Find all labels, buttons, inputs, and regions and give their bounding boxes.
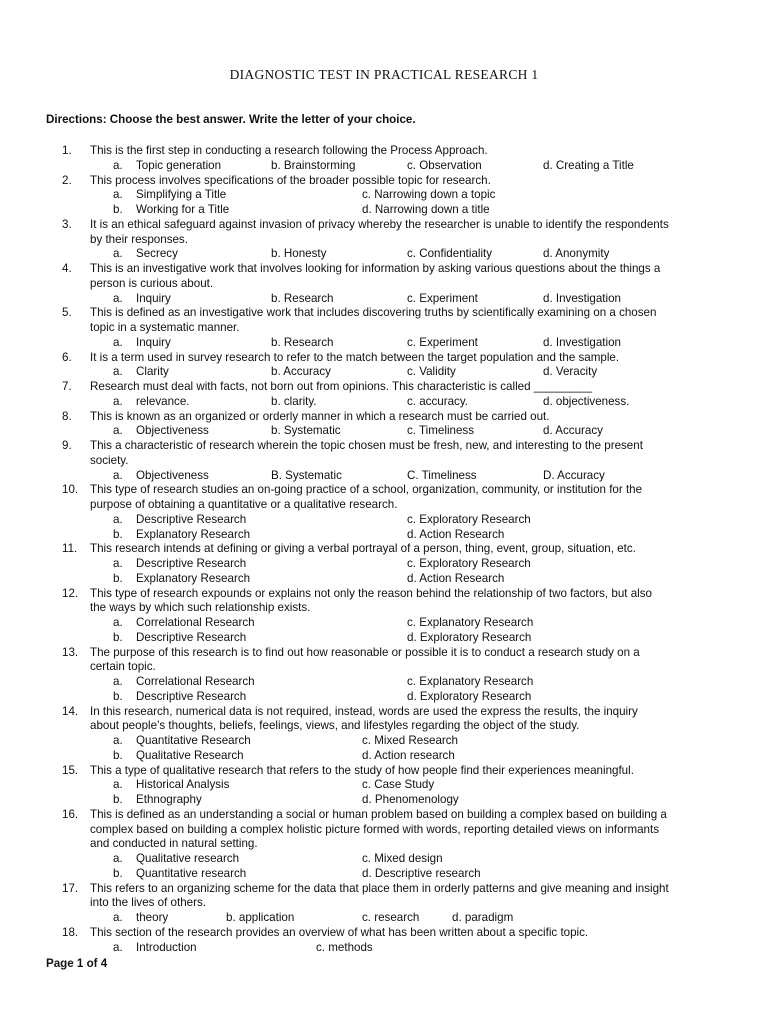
option-text: c. methods [316, 940, 373, 954]
option-letter: a. [113, 468, 123, 482]
option-text: b. Systematic [271, 424, 341, 438]
question-text: and conducted in natural setting. [90, 837, 258, 851]
question-number: 9. [62, 439, 72, 452]
option-row [0, 941, 768, 956]
question-item [0, 174, 768, 218]
question-item [0, 262, 768, 306]
question-line [0, 705, 768, 720]
question-text: This is the first step in conducting a research following the Process Approach. [90, 144, 488, 157]
option-text: d. Exploratory Research [407, 689, 532, 703]
question-line [0, 498, 768, 513]
option-row [0, 365, 768, 380]
option-text: Correlational Research [136, 616, 255, 629]
option-text: c. Experiment [407, 335, 478, 349]
question-text: In this research, numerical data is not required, instead, words are used the express the results, the inquiry [90, 704, 638, 718]
option-text: Clarity [136, 365, 169, 379]
option-text: Working for a Title [136, 203, 230, 216]
option-text: Descriptive Research [136, 630, 247, 644]
option-row [0, 734, 768, 749]
option-row [0, 793, 768, 808]
question-line [0, 174, 768, 189]
option-text: Inquiry [136, 291, 171, 305]
question-text: This a characteristic of research wherein the topic chosen must be fresh, new, and interesting to the present [90, 439, 643, 452]
question-item [0, 483, 768, 542]
question-line [0, 896, 768, 911]
option-text: Simplifying a Title [136, 188, 227, 202]
question-text: This is known as an organized or orderly manner in which a research must be carried out. [90, 409, 550, 423]
question-text: into the lives of others. [90, 896, 206, 910]
question-line [0, 837, 768, 852]
question-text: topic in a systematic manner. [90, 321, 240, 334]
option-text: c. Explanatory Research [407, 675, 534, 688]
option-text: c. Observation [407, 158, 482, 172]
option-letter: a. [113, 158, 123, 172]
question-text: It is an ethical safeguard against invasion of privacy whereby the researcher is unable to identify the respondents [90, 217, 669, 231]
question-text: This type of research studies an on-going practice of a school, organization, community, or institution for the [90, 483, 643, 497]
option-text: d. Narrowing down a title [362, 203, 490, 216]
option-text: c. Narrowing down a topic [362, 188, 496, 202]
question-line [0, 380, 768, 395]
option-text: c. Validity [407, 365, 456, 379]
option-row [0, 203, 768, 218]
question-item [0, 306, 768, 350]
question-line [0, 601, 768, 616]
option-text: b. Research [271, 335, 334, 349]
option-letter: b. [113, 793, 123, 806]
option-row [0, 188, 768, 203]
question-item [0, 587, 768, 646]
option-row [0, 778, 768, 793]
question-line [0, 262, 768, 277]
option-letter: a. [113, 394, 123, 408]
option-text: d. Accuracy [543, 424, 603, 438]
question-text: about people’s thoughts, beliefs, feelings, views, and lifestyles regarding the object of the study. [90, 719, 580, 733]
option-row [0, 557, 768, 572]
option-row [0, 749, 768, 764]
question-text: This type of research expounds or explains not only the reason behind the relationship of two factors, but also [90, 586, 652, 600]
option-row [0, 675, 768, 690]
option-row [0, 469, 768, 484]
question-line [0, 764, 768, 779]
question-line [0, 277, 768, 292]
question-number: 8. [62, 409, 72, 423]
question-item [0, 380, 768, 410]
option-letter: b. [113, 527, 123, 541]
option-row [0, 911, 768, 926]
option-letter: a. [113, 365, 123, 379]
option-row [0, 631, 768, 646]
question-number: 2. [62, 173, 72, 187]
option-text: c. Timeliness [407, 424, 475, 438]
option-text: d. Action Research [407, 527, 505, 541]
question-line [0, 454, 768, 469]
option-text: c. Experiment [407, 291, 478, 305]
option-row [0, 395, 768, 410]
question-item [0, 705, 768, 764]
option-text: Qualitative Research [136, 748, 244, 762]
question-item [0, 144, 768, 174]
option-row [0, 690, 768, 705]
question-item [0, 646, 768, 705]
question-item [0, 218, 768, 262]
question-line [0, 646, 768, 661]
option-text: d. Action Research [407, 571, 505, 585]
option-text: b. application [226, 911, 295, 924]
option-text: D. Accuracy [543, 468, 605, 482]
question-number: 15. [62, 763, 79, 777]
option-letter: a. [113, 852, 123, 865]
question-line [0, 660, 768, 675]
question-line [0, 808, 768, 823]
option-text: d. Descriptive research [362, 866, 481, 880]
directions: Directions: Choose the best answer. Write the letter of your choice. [46, 113, 416, 126]
option-text: Descriptive Research [136, 512, 247, 526]
question-text: It is a term used in survey research to refer to the match between the target population and the sample. [90, 350, 620, 364]
question-number: 11. [62, 542, 78, 556]
option-row [0, 159, 768, 174]
option-letter: a. [113, 734, 123, 747]
option-row [0, 867, 768, 882]
question-text: complex based on building a complex holistic picture formed with words, reporting detailed views on informants [90, 822, 660, 836]
option-text: c. Mixed design [362, 852, 443, 865]
option-letter: a. [113, 247, 123, 261]
question-line [0, 823, 768, 838]
question-line [0, 306, 768, 321]
question-number: 6. [62, 350, 72, 364]
option-text: d. Investigation [543, 291, 621, 305]
question-line [0, 321, 768, 336]
option-text: b. Brainstorming [271, 158, 356, 172]
option-letter: a. [113, 424, 123, 438]
option-text: Qualitative research [136, 852, 240, 865]
option-text: c. accuracy. [407, 394, 468, 408]
option-text: c. Exploratory Research [407, 512, 531, 526]
question-number: 16. [62, 807, 79, 821]
option-text: Correlational Research [136, 675, 255, 688]
option-letter: a. [113, 940, 123, 954]
option-letter: a. [113, 778, 123, 792]
document-title: DIAGNOSTIC TEST IN PRACTICAL RESEARCH 1 [229, 67, 539, 82]
question-line [0, 542, 768, 557]
question-line [0, 926, 768, 941]
option-text: c. Case Study [362, 778, 435, 792]
question-line [0, 439, 768, 454]
option-text: c. research [362, 911, 420, 924]
question-number: 1. [62, 144, 72, 157]
question-number: 3. [62, 217, 72, 231]
option-letter: a. [113, 911, 123, 924]
option-text: b. clarity. [271, 394, 317, 408]
option-text: d. Creating a Title [543, 158, 634, 172]
option-text: d. Exploratory Research [407, 630, 532, 644]
question-list [0, 144, 768, 955]
option-letter: a. [113, 188, 123, 202]
option-row [0, 528, 768, 543]
option-letter: b. [113, 748, 123, 762]
option-text: Secrecy [136, 247, 178, 261]
option-text: Explanatory Research [136, 571, 251, 585]
option-row [0, 852, 768, 867]
option-row [0, 572, 768, 587]
question-number: 5. [62, 306, 72, 320]
option-letter: b. [113, 571, 123, 585]
option-row [0, 336, 768, 351]
question-text: The purpose of this research is to find out how reasonable or possible it is to conduct a research study on a [90, 645, 640, 659]
question-text: This section of the research provides an overview of what has been written about a specific topic. [90, 925, 589, 939]
option-text: d. Anonymity [543, 247, 610, 261]
option-letter: b. [113, 866, 123, 880]
question-number: 7. [62, 380, 72, 393]
question-item [0, 439, 768, 483]
option-text: theory [136, 911, 169, 924]
question-text: by their responses. [90, 232, 188, 246]
question-line [0, 218, 768, 233]
question-text: This process involves specifications of the broader possible topic for research. [90, 173, 491, 187]
question-text: purpose of obtaining a quantitative or a qualitative research. [90, 498, 398, 511]
question-number: 13. [62, 645, 79, 659]
option-text: d. Phenomenology [362, 793, 459, 806]
question-text: Research must deal with facts, not born out from opinions. This characteristic is called _________ [90, 380, 592, 393]
option-text: Objectiveness [136, 468, 209, 482]
question-item [0, 882, 768, 926]
question-line [0, 351, 768, 366]
option-text: b. Research [271, 291, 334, 305]
option-text: b. Honesty [271, 247, 327, 261]
option-text: Descriptive Research [136, 557, 247, 570]
question-line [0, 483, 768, 498]
option-text: Topic generation [136, 158, 222, 172]
question-text: This research intends at defining or giving a verbal portrayal of a person, thing, event, group, situation, etc. [90, 542, 636, 556]
option-letter: a. [113, 512, 123, 526]
option-text: Quantitative Research [136, 734, 251, 747]
option-text: B. Systematic [271, 468, 342, 482]
question-line [0, 144, 768, 159]
option-text: b. Accuracy [271, 365, 331, 379]
option-text: c. Mixed Research [362, 734, 459, 747]
option-letter: b. [113, 689, 123, 703]
option-row [0, 513, 768, 528]
option-text: d. Investigation [543, 335, 621, 349]
question-number: 10. [62, 483, 79, 497]
question-item [0, 542, 768, 586]
option-text: d. objectiveness. [543, 394, 630, 408]
question-number: 12. [62, 586, 79, 600]
option-text: Quantitative research [136, 866, 247, 880]
option-text: d. paradigm [452, 911, 514, 924]
option-text: Introduction [136, 940, 197, 954]
option-text: Descriptive Research [136, 689, 247, 703]
question-line [0, 719, 768, 734]
question-text: certain topic. [90, 660, 156, 674]
option-text: Historical Analysis [136, 778, 230, 792]
question-line [0, 410, 768, 425]
option-text: C. Timeliness [407, 468, 477, 482]
option-text: Inquiry [136, 335, 171, 349]
option-text: d. Veracity [543, 365, 598, 379]
option-letter: b. [113, 630, 123, 644]
question-text: society. [90, 453, 129, 467]
option-text: Objectiveness [136, 424, 209, 438]
question-line [0, 587, 768, 602]
question-item [0, 764, 768, 808]
option-text: Explanatory Research [136, 527, 251, 541]
option-row [0, 292, 768, 307]
question-line [0, 882, 768, 897]
question-text: This is defined as an understanding a social or human problem based on building a complex based on building a [90, 807, 667, 821]
question-text: This is defined as an investigative work that includes discovering truths by scientifically examining on a chosen [90, 306, 657, 320]
question-text: the ways by which such relationship exists. [90, 601, 311, 615]
question-item [0, 351, 768, 381]
option-text: c. Exploratory Research [407, 557, 531, 570]
option-letter: a. [113, 335, 123, 349]
option-row [0, 247, 768, 262]
option-text: Ethnography [136, 793, 202, 806]
question-item [0, 808, 768, 882]
option-row [0, 616, 768, 631]
option-letter: a. [113, 557, 123, 570]
option-text: c. Explanatory Research [407, 616, 534, 629]
question-text: This a type of qualitative research that refers to the study of how people find their experiences meaningful. [90, 763, 634, 777]
option-letter: a. [113, 291, 123, 305]
question-number: 14. [62, 704, 79, 718]
question-text: This is an investigative work that involves looking for information by asking various questions about the things a [90, 262, 661, 275]
question-text: This refers to an organizing scheme for the data that place them in orderly patterns and give meaning and insight [90, 881, 669, 895]
question-text: person is curious about. [90, 276, 214, 290]
question-number: 4. [62, 262, 72, 275]
option-row [0, 424, 768, 439]
question-item [0, 926, 768, 956]
page-number: Page 1 of 4 [46, 957, 108, 970]
question-line [0, 233, 768, 248]
question-number: 17. [62, 881, 79, 895]
option-letter: a. [113, 675, 123, 688]
option-text: d. Action research [362, 748, 455, 762]
option-letter: b. [113, 203, 123, 216]
option-letter: a. [113, 616, 123, 629]
option-text: c. Confidentiality [407, 247, 493, 261]
question-number: 18. [62, 925, 79, 939]
question-item [0, 410, 768, 440]
option-text: relevance. [136, 394, 190, 408]
